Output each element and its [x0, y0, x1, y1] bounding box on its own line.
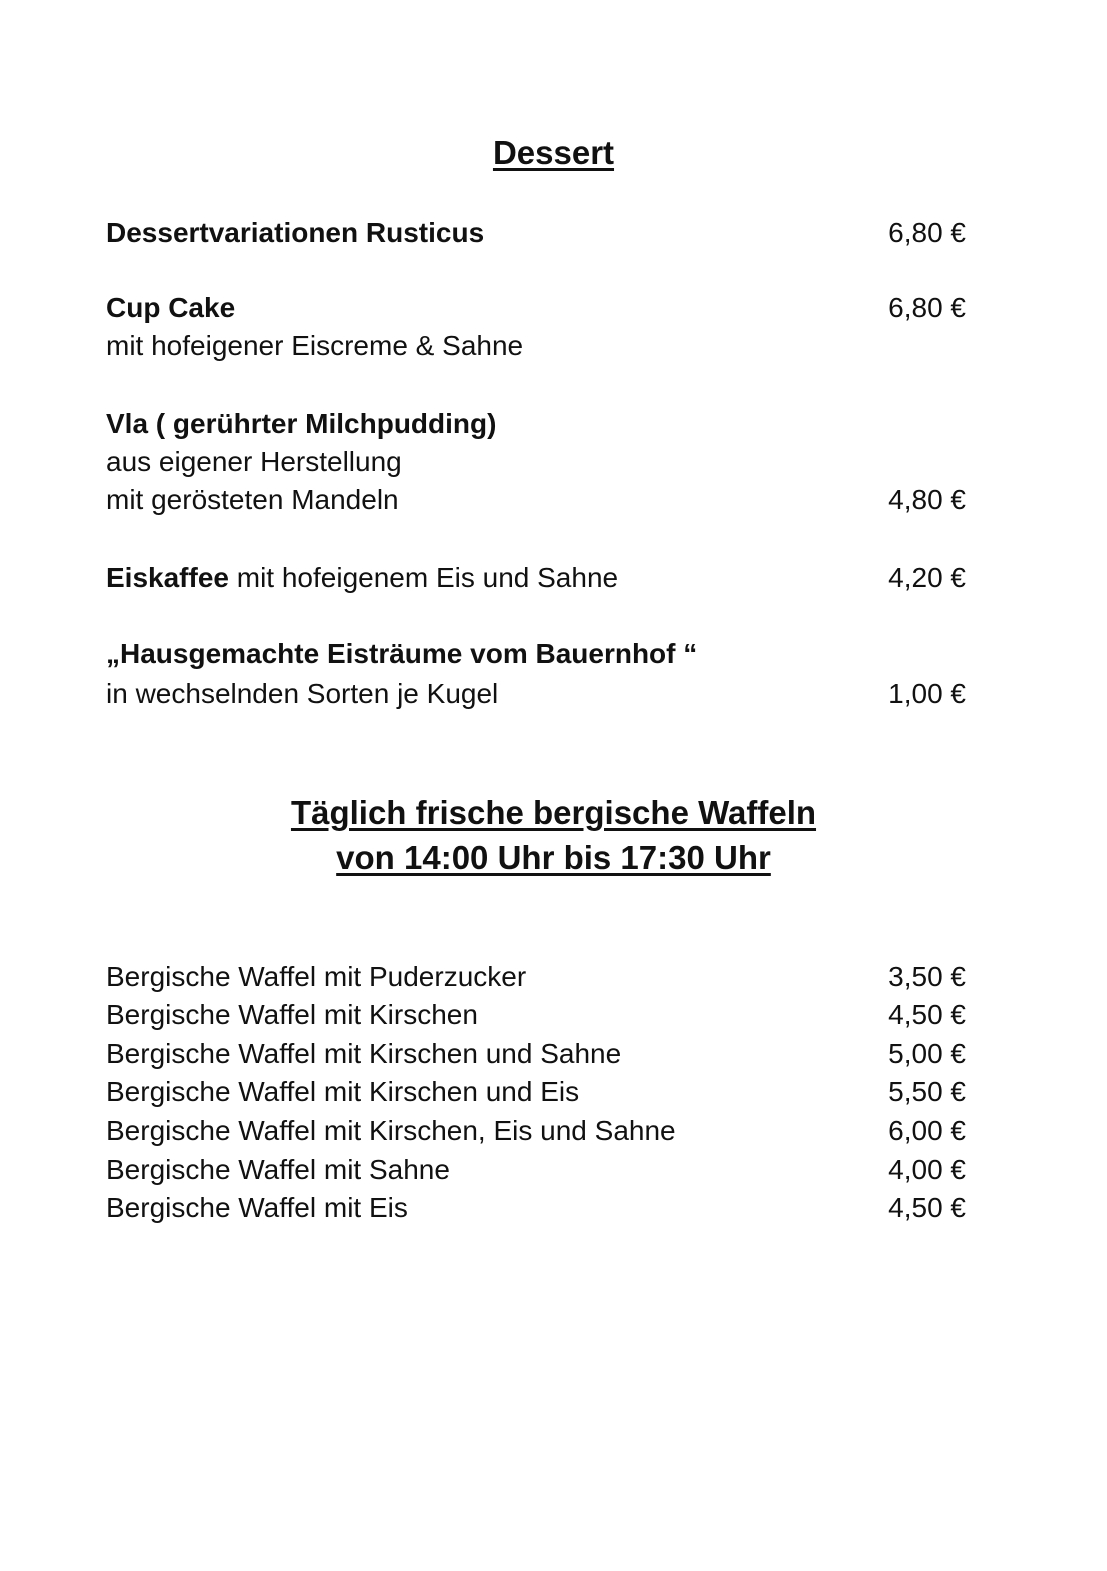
waffles-hours-heading: von 14:00 Uhr bis 17:30 Uhr — [336, 839, 771, 876]
waffle-item-name: Bergische Waffel mit Kirschen, Eis und Sahne — [106, 1115, 676, 1146]
dessert-item-description: mit hofeigener Eiscreme & Sahne — [106, 330, 524, 361]
dessert-item-price: 1,00 € — [888, 678, 966, 709]
waffle-item-name: Bergische Waffel mit Puderzucker — [106, 961, 527, 992]
waffle-item-price: 4,00 € — [888, 1154, 966, 1185]
waffle-item-name: Bergische Waffel mit Kirschen und Sahne — [106, 1038, 622, 1069]
dessert-item-price: 4,80 € — [888, 484, 966, 515]
waffle-item-price: 4,50 € — [888, 1192, 966, 1223]
waffle-item-price: 5,50 € — [888, 1076, 966, 1107]
waffle-item-price: 3,50 € — [888, 961, 966, 992]
dessert-item-line — [106, 559, 618, 597]
dessert-item-description: mit gerösteten Mandeln — [106, 484, 399, 515]
dessert-item-description: aus eigener Herstellung — [106, 446, 402, 477]
waffle-item-price: 5,00 € — [888, 1038, 966, 1069]
waffles-heading: Täglich frische bergische Waffeln — [290, 794, 817, 831]
dessert-item-price: 4,20 € — [888, 562, 966, 593]
waffle-item-name: Bergische Waffel mit Kirschen — [106, 999, 478, 1030]
waffle-item-name: Bergische Waffel mit Sahne — [106, 1154, 450, 1185]
dessert-item-name: „Hausgemachte Eisträume vom Bauernhof “ — [106, 638, 698, 669]
dessert-item-name: Cup Cake — [106, 292, 236, 323]
waffle-item-name: Bergische Waffel mit Eis — [106, 1192, 408, 1223]
waffle-item-price: 4,50 € — [888, 999, 966, 1030]
dessert-heading: Dessert — [492, 134, 615, 171]
dessert-item-price: 6,80 € — [888, 217, 966, 248]
dessert-item-name: Vla ( gerührter Milchpudding) — [106, 408, 497, 439]
waffle-item-price: 6,00 € — [888, 1115, 966, 1146]
dessert-item-name: Eiskaffee — [106, 562, 229, 593]
dessert-item-price: 6,80 € — [888, 292, 966, 323]
dessert-item-description: in wechselnden Sorten je Kugel — [106, 678, 499, 709]
waffle-item-name: Bergische Waffel mit Kirschen und Eis — [106, 1076, 580, 1107]
dessert-item-name: Dessertvariationen Rusticus — [106, 217, 485, 248]
dessert-item-description: mit hofeigenem Eis und Sahne — [228, 562, 619, 593]
